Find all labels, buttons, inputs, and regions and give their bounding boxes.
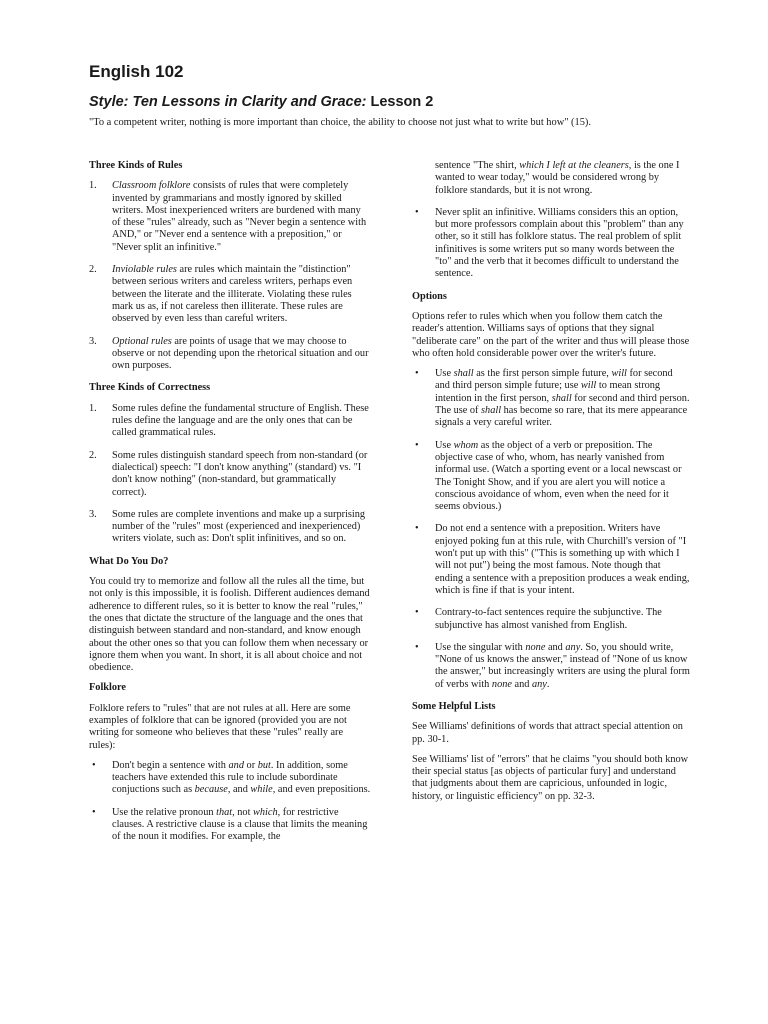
text: Contrary-to-fact sentences require the subjunctive. The subjunctive has almost vanished from English. [435, 607, 662, 631]
bullet-icon: • [92, 806, 96, 818]
item-number: 1. [89, 180, 97, 192]
bullet-icon: • [92, 759, 96, 771]
section-heading-what-do-you-do: What Do You Do? [89, 555, 169, 567]
term: shall [481, 405, 502, 417]
item-number: 2. [89, 449, 97, 461]
text: to mean strong intention in the first person, [435, 380, 661, 404]
term: none [491, 678, 512, 690]
bullet-item [89, 807, 371, 844]
bullet-item [89, 760, 371, 797]
bullet-icon: • [415, 439, 419, 451]
section-heading-kinds-of-correctness: Three Kinds of Correctness [89, 382, 211, 394]
list-item [89, 180, 371, 254]
text: as the first person simple future, [473, 368, 612, 380]
list-item [89, 264, 371, 325]
section-heading-folklore: Folklore [89, 682, 126, 694]
term: shall [551, 392, 572, 404]
bullet-icon: • [415, 368, 419, 380]
term: will [611, 368, 627, 380]
text: , not [232, 806, 254, 818]
bullet-item [412, 607, 690, 632]
section-heading-kinds-of-rules: Three Kinds of Rules [89, 160, 183, 171]
epigraph-quote: "To a competent writer, nothing is more important than choice, the ability to choose not just what to write but how" (15). [89, 117, 591, 128]
text: , for restrictive clauses. A restrictive clause is a clause that limits the meaning of the noun it modifies. For example, the [112, 806, 368, 843]
paragraph: Folklore refers to "rules" that are not rules at all. Here are some examples of folklore that can be ignored (provided you are not writing for someone who believes that these "rules" really are rules): [89, 702, 351, 751]
list-item [89, 403, 371, 440]
list-item [89, 450, 371, 499]
term: Optional rules [112, 335, 172, 347]
text: has become so rare, that its mere appearance signals a very careful writer. [435, 405, 688, 429]
term: but [257, 759, 271, 771]
item-text: consists of rules that were completely invented by grammarians and mostly ignored by skilled writers. Most inexperienced writers are burdened with many of these "rules" already, such as "Never begin a sentence with AND," or "Never end a sentence with a preposition," or "Never split an infinitive." [112, 180, 367, 253]
text: as the object of a verb or preposition. The objective case of who, whom, has nearly vanished from informal use. (Watch a sporting event or a local newscast or The Tonight Show, and if you are alert you will notice a conscious avoidance of whom, even when the need for it seems obvious.) [435, 439, 682, 513]
text: . So, you should write, "None of us knows the answer," instead of "None of us know the answer," but increasingly writers are using the plural form of verbs with [435, 641, 690, 690]
text: Use [435, 368, 454, 380]
text: sentence "The shirt, [435, 160, 520, 171]
course-title: English 102 [89, 62, 184, 81]
text: for second and third person simple future; use [435, 368, 673, 392]
term: and [228, 759, 244, 771]
text: . In addition, some teachers have extended this rule to include subordinate conjuctions such as [112, 759, 348, 796]
text: . [546, 678, 550, 690]
term: Classroom folklore [112, 180, 191, 192]
term: any [531, 678, 547, 690]
section-heading-options: Options [412, 290, 447, 302]
text: Use [435, 439, 454, 451]
term: while [250, 784, 273, 796]
text: Use the singular with [435, 641, 526, 653]
paragraph: Options refer to rules which when you follow them catch the reader's attention. Williams says of options that they signal "deliberate care" on the part of the writer and thus will please those who often hold considerable power over the writer's future. [412, 310, 690, 359]
text: and [545, 641, 566, 653]
term: which [253, 806, 278, 818]
left-column [89, 160, 371, 854]
item-number: 3. [89, 335, 97, 347]
item-number: 1. [89, 402, 97, 414]
text: for second and third person. The use of [435, 392, 690, 417]
paragraph: See Williams' definitions of words that attract special attention on pp. 30-1. [412, 721, 683, 745]
term: which I left at the cleaners [519, 160, 629, 171]
term: Inviolable rules [112, 264, 177, 276]
list-item [89, 509, 371, 546]
text: Never split an infinitive. Williams considers this an option, but more professors complain about this "problem" than any other, so it still has folklore status. The real problem of split infinitives is some writers put so many words between the "to" and the verb that it becomes difficult to understand the sentence. [435, 206, 684, 280]
bullet-item [412, 207, 690, 281]
bullet-item [412, 440, 690, 514]
bullet-icon: • [415, 523, 419, 535]
term: because [194, 784, 228, 796]
bullet-icon: • [415, 607, 419, 619]
item-text: Some rules are complete inventions and make up a surprising number of the "rules" most (experienced and inexperienced) writers violate, such as: Don't split infinitives, and so on. [112, 508, 366, 545]
text: , and [227, 784, 251, 796]
text: Do not end a sentence with a preposition. Writers have enjoyed poking fun at this rule, with Churchill's version of "I won't put up with this" ("This is something up with which I will not put") being the most famous. Note though that ending a sentence with a preposition produces a weak ending, which is fine if that is your intent. [435, 523, 690, 596]
text: Use the relative pronoun [112, 806, 217, 818]
text: and [511, 678, 532, 690]
bullet-icon: • [415, 641, 419, 653]
term: any [565, 641, 581, 653]
paragraph: See Williams' list of "errors" that he claims "you should both know their special status [as objects of particular fury] and understand that judgments about them are capricious, unfounded in logic, history, or linguistic efficiency" on pp. 32-3. [412, 753, 689, 802]
term: shall [453, 368, 474, 380]
item-text: are rules which maintain the "distinction" between serious writers and careless writers, perhaps even between the literate and the illiterate. Violating these rules mark us as, if not careless then illiterate. These rules are observed by even less than careful writers. [112, 264, 353, 325]
text: or [243, 759, 258, 771]
bullet-item [412, 368, 690, 429]
section-heading-helpful-lists: Some Helpful Lists [412, 700, 496, 712]
bullet-item [412, 642, 690, 691]
text: , and even prepositions. [272, 784, 371, 796]
term: whom [453, 439, 479, 451]
lesson-number: Lesson 2 [366, 94, 434, 110]
bullet-icon: • [415, 206, 419, 218]
book-title: Style: Ten Lessons in Clarity and Grace: [89, 94, 367, 110]
bullet-item [412, 523, 690, 597]
lesson-subtitle [89, 94, 433, 110]
list-item [89, 336, 371, 373]
bullet-continuation [412, 160, 690, 197]
term: will [580, 380, 597, 392]
text: , is the one I wanted to wear today," would be considered wrong by folklore standards, but it is not wrong. [435, 160, 680, 196]
item-number: 3. [89, 508, 97, 520]
text: Don't begin a sentence with [112, 759, 229, 771]
term: that [216, 806, 233, 818]
item-text: are points of usage that we may choose to observe or not depending upon the rhetorical situation and our own purposes. [112, 335, 369, 372]
right-column [412, 160, 690, 811]
term: none [525, 641, 546, 653]
paragraph: You could try to memorize and follow all the rules all the time, but not only is this impossible, it is foolish. Different audiences demand adherence to different rules, so it is better to know the real "rules," the ones that dictate the structure of the language and the ones that distinguish between standard and non-standard, and know enough about the other ones so that you can follow them when necessary or ignore them when you want. In short, it is all about choice and not obedience. [89, 576, 370, 674]
item-text: Some rules distinguish standard speech from non-standard (or dialectical) speech: "I don't know anything" (standard) vs. "I don't know nothing" (non-standard, but grammatically correct). [112, 449, 368, 498]
item-text: Some rules define the fundamental structure of English. These rules define the language and are the only ones that can be called grammatical rules. [112, 402, 369, 439]
item-number: 2. [89, 264, 97, 276]
